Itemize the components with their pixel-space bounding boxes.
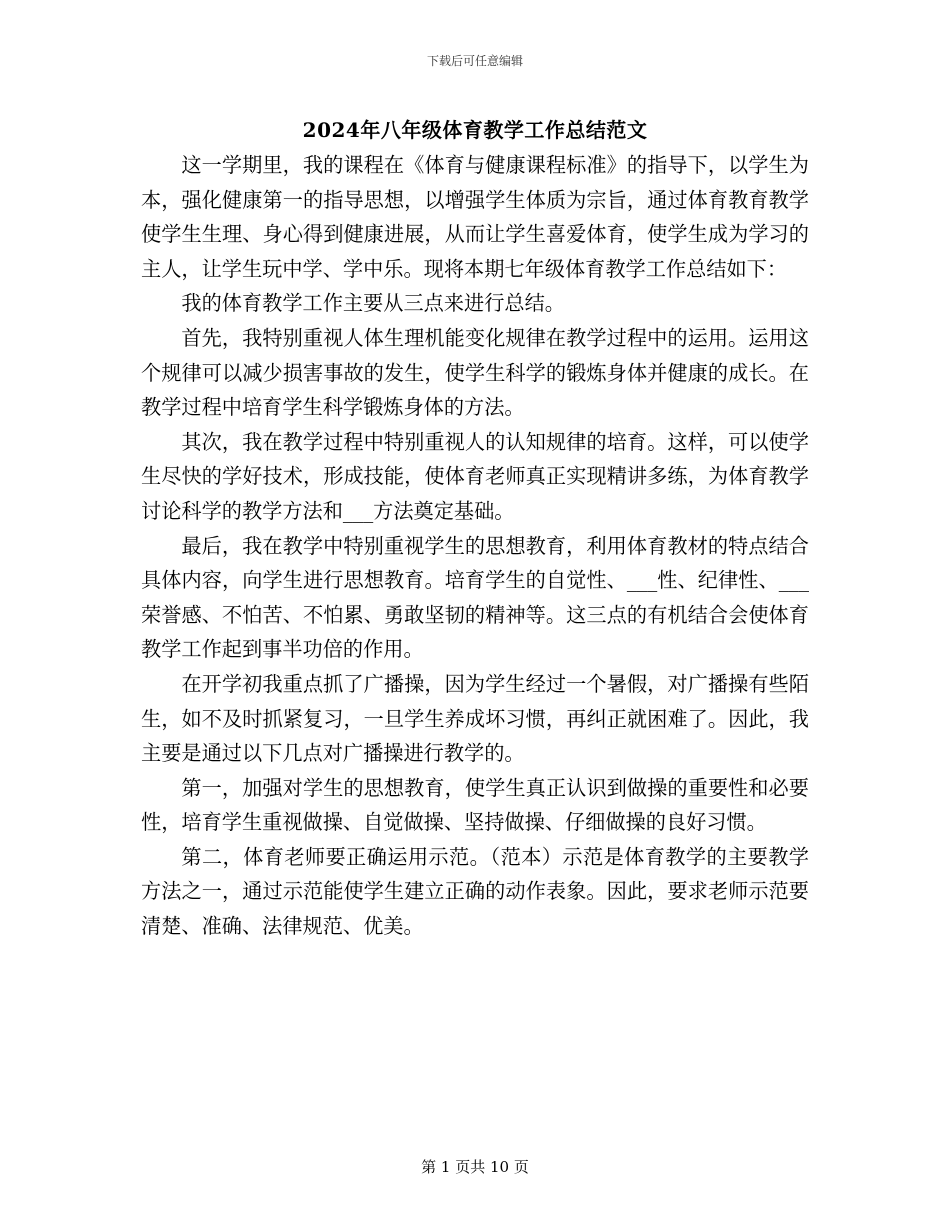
- page-number-footer: 第 1 页共 10 页: [421, 1158, 529, 1176]
- paragraph: 这一学期里，我的课程在《体育与健康课程标准》的指导下，以学生为本，强化健康第一的指导思想，以增强学生体质为宗旨，通过体育教育教学使学生生理、身心得到健康进展，从而让学生喜爱体育，使学生成为学习的主人，让学生玩中学、学中乐。现将本期七年级体育教学工作总结如下：: [141, 153, 809, 281]
- header-note: 下载后可任意编辑: [426, 54, 523, 68]
- paragraph: 最后，我在教学中特别重视学生的思想教育，利用体育教材的特点结合具体内容，向学生进行思想教育。培育学生的自觉性、___性、纪律性、___荣誉感、不怕苦、不怕累、勇敢坚韧的精神等。这三点的有机结合会使体育教学工作起到事半功倍的作用。: [141, 533, 809, 662]
- paragraph: 我的体育教学工作主要从三点来进行总结。: [181, 291, 565, 316]
- document-title: 2024年八年级体育教学工作总结范文: [302, 118, 648, 142]
- paragraph: 在开学初我重点抓了广播操，因为学生经过一个暑假，对广播操有些陌生，如不及时抓紧复习，一旦学生养成坏习惯，再纠正就困难了。因此，我主要是通过以下几点对广播操进行教学的。: [141, 671, 809, 766]
- paragraph: 首先，我特别重视人体生理机能变化规律在教学过程中的运用。运用这个规律可以减少损害事故的发生，使学生科学的锻炼身体并健康的成长。在教学过程中培育学生科学锻炼身体的方法。: [141, 325, 809, 420]
- document-body: [141, 148, 809, 944]
- paragraph: 第一，加强对学生的思想教育，使学生真正认识到做操的重要性和必要性，培育学生重视做操、自觉做操、坚持做操、仔细做操的良好习惯。: [141, 775, 809, 835]
- paragraph: 其次，我在教学过程中特别重视人的认知规律的培育。这样，可以使学生尽快的学好技术，形成技能，使体育老师真正实现精讲多练，为体育教学讨论科学的教学方法和___方法奠定基础。: [141, 429, 809, 523]
- paragraph: 第二，体育老师要正确运用示范。（范本）示范是体育教学的主要教学方法之一，通过示范能使学生建立正确的动作表象。因此，要求老师示范要清楚、准确、法律规范、优美。: [141, 844, 809, 939]
